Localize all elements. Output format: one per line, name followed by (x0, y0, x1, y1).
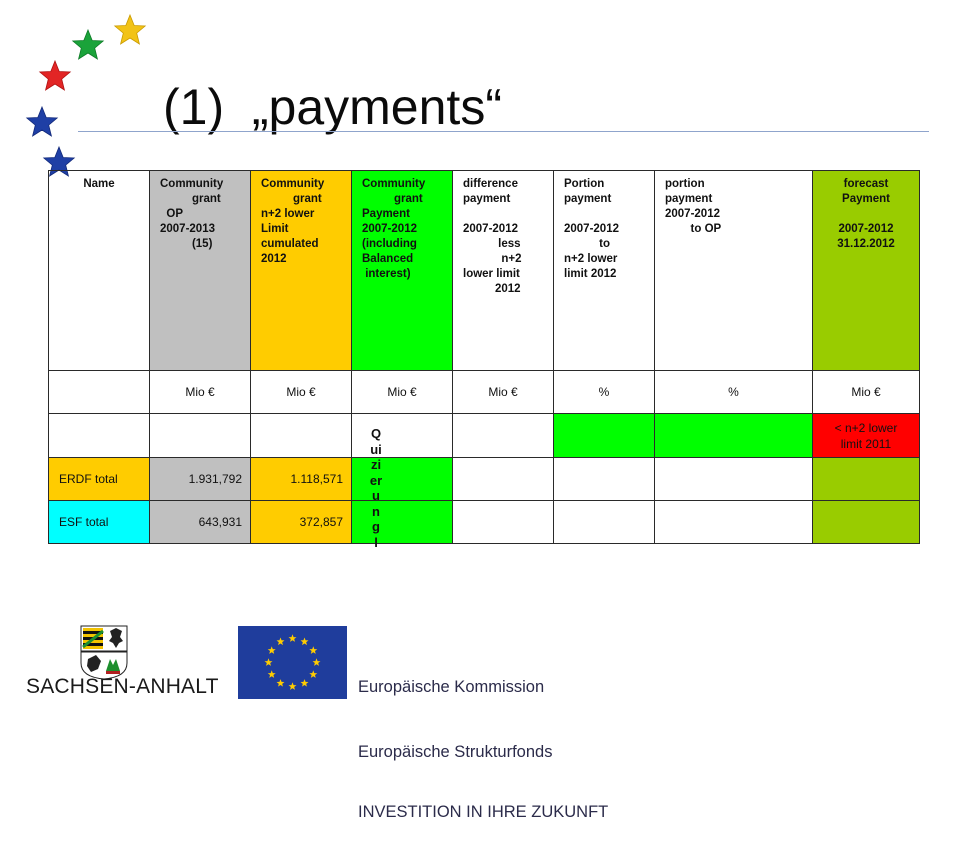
header-portion-payment-n2: Portion payment 2007-2012 to n+2 lower limit 2012 (554, 171, 655, 371)
eu-text-block (358, 637, 608, 862)
header-portion-payment-op: portion payment 2007-2012 to OP (655, 171, 813, 371)
unit-cell: Mio € (150, 371, 251, 414)
unit-cell: Mio € (352, 371, 453, 414)
indicator-empty (453, 414, 554, 458)
erdf-portion-op-cell (655, 458, 813, 501)
header-community-grant-n2: Community grant n+2 lower Limit cumulated 2012 (251, 171, 352, 371)
table-row (49, 458, 920, 501)
erdf-n2-value: 1.118,571 (251, 458, 352, 501)
eu-flag-icon (238, 626, 347, 699)
header-forecast: forecast Payment 2007-2012 31.12.2012 (813, 171, 920, 371)
esf-portion-n2-cell (554, 501, 655, 544)
footer (0, 615, 960, 821)
esf-forecast-cell (813, 501, 920, 544)
slide-title: (1) „payments“ (163, 79, 502, 135)
indicator-empty (352, 414, 453, 458)
header-difference-payment: difference payment 2007-2012 less n+2 lower limit 2012 (453, 171, 554, 371)
star-red-icon (40, 61, 70, 90)
esf-difference-cell (453, 501, 554, 544)
eu-commission-label: Europäische Kommission (358, 678, 545, 696)
overflow-vertical-text: Quizierung l (369, 426, 383, 550)
erdf-difference-cell (453, 458, 554, 501)
unit-cell: Mio € (813, 371, 920, 414)
unit-cell: Mio € (251, 371, 352, 414)
header-row (49, 171, 920, 371)
units-row (49, 371, 920, 414)
erdf-forecast-cell (813, 458, 920, 501)
esf-op-value: 643,931 (150, 501, 251, 544)
indicator-green (554, 414, 655, 458)
indicator-row (49, 414, 920, 458)
indicator-empty (150, 414, 251, 458)
payments-table (48, 170, 920, 544)
star-green-icon (73, 30, 103, 59)
indicator-empty (49, 414, 150, 458)
unit-cell: % (655, 371, 813, 414)
header-community-grant-payment: Community grant Payment 2007-2012 (including Balanced interest) (352, 171, 453, 371)
title-underline (78, 131, 929, 132)
row-label-esf: ESF total (49, 501, 150, 544)
star-gold-icon (115, 15, 145, 44)
unit-cell: Mio € (453, 371, 554, 414)
esf-portion-op-cell (655, 501, 813, 544)
indicator-green (655, 414, 813, 458)
erdf-portion-n2-cell (554, 458, 655, 501)
erdf-payment-cell (352, 458, 453, 501)
esf-payment-cell (352, 501, 453, 544)
eu-investment-label: INVESTITION IN IHRE ZUKUNFT (358, 803, 609, 821)
eu-structural-funds-label: Europäische Strukturfonds (358, 743, 553, 761)
warning-cell (813, 414, 920, 458)
state-name: SACHSEN-ANHALT (26, 675, 219, 698)
esf-n2-value: 372,857 (251, 501, 352, 544)
erdf-op-value: 1.931,792 (150, 458, 251, 501)
header-community-grant-op: Community grant OP 2007-2013 (15) (150, 171, 251, 371)
warning-text: < n+2 lower limit 2011 (834, 420, 898, 451)
table-row (49, 501, 920, 544)
header-name: Name (49, 171, 150, 371)
indicator-empty (251, 414, 352, 458)
unit-cell: % (554, 371, 655, 414)
coat-of-arms-icon (80, 625, 128, 680)
star-blue-icon (27, 107, 57, 136)
units-empty (49, 371, 150, 414)
row-label-erdf: ERDF total (49, 458, 150, 501)
